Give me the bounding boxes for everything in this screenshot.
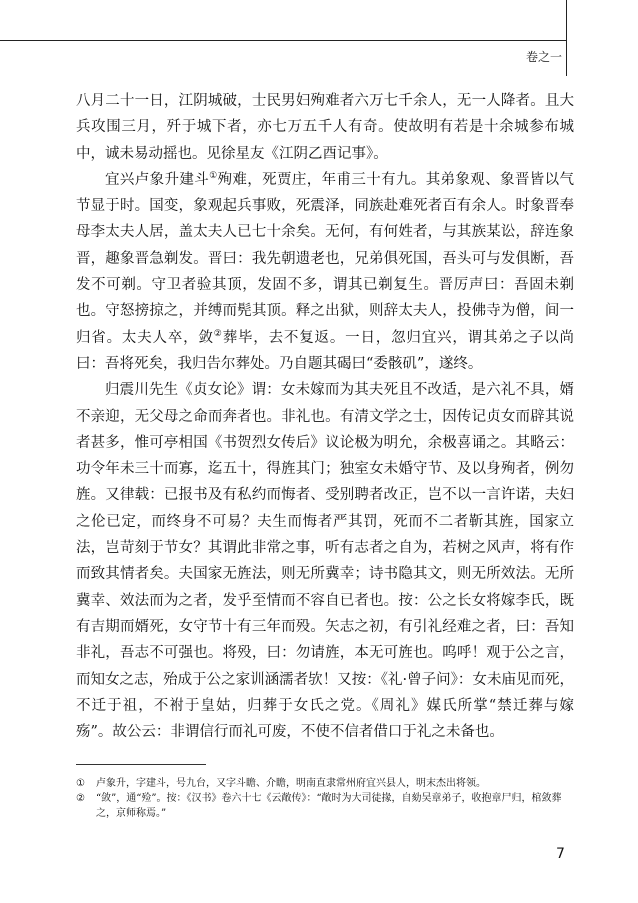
paragraph-2-part-2: 殉难，死贾庄，年甫三十有九。其弟象观、象晋皆以气节显于时。国变，象观起兵事败，死震泽，同族赴难死者百有余人。时象晋奉母李太夫人居，盖太夫人已七十余矣。无何，有何姓者，与其族某讼，辞连象晋，趣象晋急剃发。晋曰：我先朝遗老也，兄弟俱死国，吾头可与发俱断，吾发不可剃。守卫者验其顶，发固不多，谓其已剃复生。晋厉声曰：吾固未剃也。守怒搒掠之，并缚而髡其顶。释之出狱，则辞太夫人，投佛寺为僧，间一归省。太夫人卒，敛 — [76, 171, 575, 346]
chapter-title: 卷之一 — [525, 50, 562, 64]
footnote-mark-2: ② — [76, 793, 85, 804]
paragraph-3: 归震川先生《贞女论》谓：女未嫁而为其夫死且不改适，是六礼不具，婿不亲迎，无父母之命而奔者也。非礼也。有清文学之士，因传记贞女而辟其说者甚多，惟可亭相国《书贺烈女传后》议论极为明允，余极喜诵之。其略云：功令年未三十而寡，迄五十，得旌其门；独室女未婚守节、及以身殉者，例勿旌。又律载：已报书及有私约而悔者、受别聘者改正，岂不以一言许诺，夫妇之伦已定，而终身不可易？夫生而悔者严其罚，死而不二者靳其旌，国家立法，岂苛刻于节女？其谓此非常之事，听有志者之自为，若树之风声，将有作而致其情者矣。夫国家无旌法，则无所冀幸；诗书隐其文，则无所效法。无所冀幸、效法而为之者，发乎至情而不容自已者也。按：公之长女将嫁李氏，既有吉期而婿死，女守节十有三年而殁。矢志之初，有引礼经难之者，曰：吾知非礼，吾志不可强也。将殁，曰：勿请旌，本无可旌也。呜呼！观于公之言，而知女之志，殆成于公之家训涵濡者欤！又按：《礼·曾子问》：女未庙见而死，不迁于祖，不祔于皇姑，归葬于女氏之党。《周礼》媒氏所掌“禁迁葬与嫁殇”。故公云：非谓信行而礼可废，不使不信者借口于礼之未备也。 — [76, 382, 574, 741]
footnote-ref-2[interactable]: ② — [213, 328, 223, 339]
footnote-text-2: “敛”，通“殓”。按：《汉书》卷六十七《云敞传》：“敞时为大司徒掾，自劾吴章弟子，收抱章尸归，棺敛葬之，京师称焉。” — [96, 793, 562, 819]
paragraph-2-part-3: 葬毕，去不复返。一日，忽归宜兴，谓其弟之子以尚曰：吾将死矣，我归告尔葬处。乃自题其碣曰“委骸矶”，遂终。 — [76, 329, 575, 372]
footnote-1 — [76, 776, 574, 791]
page-number: 7 — [556, 846, 565, 862]
footnote-rule — [76, 764, 206, 765]
paragraph-2-part-1: 宜兴卢象升建斗 — [105, 171, 210, 188]
paragraph-2 — [76, 167, 574, 377]
footnotes — [76, 776, 574, 821]
paragraph-1: 八月二十一日，江阴城破，士民男妇殉难者六万七千余人，无一人降者。且大兵攻围三月，歼于城下者，亦七万五千人有奇。使故明有若是十余城参布城中，诚未易动摇也。见徐星友《江阴乙酉记事》。 — [76, 93, 574, 162]
footnote-text-1: 卢象升，字建斗，号九台，又字斗瞻、介瞻，明南直隶常州府宜兴县人，明末杰出将领。 — [96, 778, 486, 789]
footnote-ref-1[interactable]: ① — [209, 171, 218, 182]
footnote-mark-1: ① — [76, 778, 85, 789]
footnote-2 — [76, 791, 574, 821]
header-vertical-rule — [566, 0, 567, 76]
main-text — [76, 88, 574, 745]
header-rule — [0, 40, 566, 41]
